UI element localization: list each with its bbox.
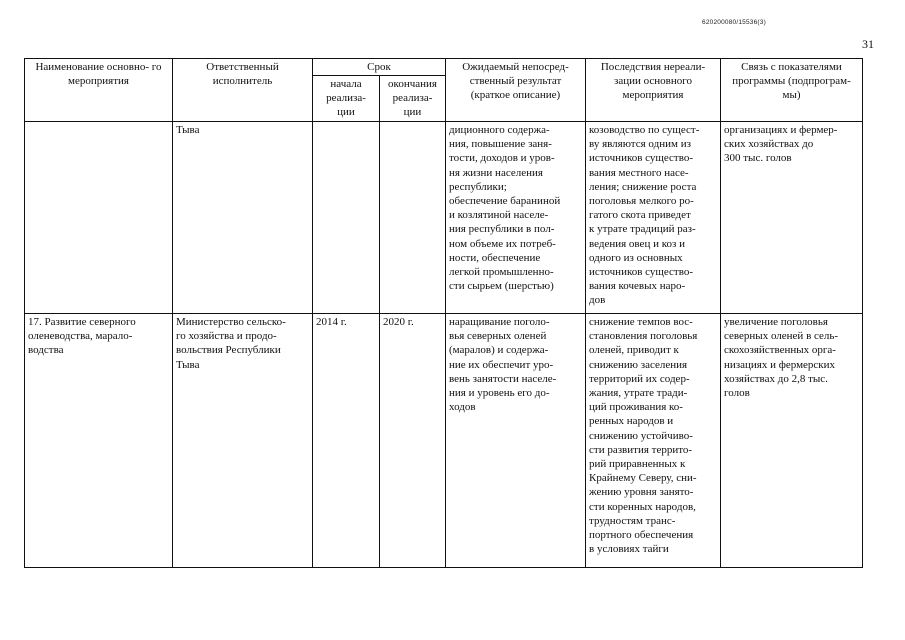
document-id-code: 620200080/15536(3) (702, 19, 766, 26)
cell-consequences: козоводство по сущест- ву являются одним из источников существо- вания местного насе- ления; снижение роста поголовья мелкого ро- гатого скота приведет к утрате традиций раз- ведения овец и коз и одного из основных источников существо- вания кочевых наро- дов (586, 122, 721, 314)
cell-indicators: увеличение поголовья северных оленей в сель- скохозяйственных орга- низациях и фермерских хозяйствах до 2,8 тыс. голов (721, 314, 863, 568)
header-measure-name: Наименование основно- го мероприятия (25, 59, 173, 122)
cell-indicators: организациях и фермер- ских хозяйствах до 300 тыс. голов (721, 122, 863, 314)
header-end: окончания реализа- ции (380, 76, 446, 122)
table-row (25, 122, 863, 314)
table-row (25, 314, 863, 568)
header-term-group: Срок (313, 59, 446, 76)
cell-executor: Министерство сельско- го хозяйства и продо- вольствия Республики Тыва (173, 314, 313, 568)
header-expected-result: Ожидаемый непосред- ственный результат (краткое описание) (446, 59, 586, 122)
cell-executor: Тыва (173, 122, 313, 314)
cell-expected-result: наращивание поголо- вья северных оленей (маралов) и содержа- ние их обеспечит уро- вень занятости населе- ния и уровень его до- ходов (446, 314, 586, 568)
header-consequences: Последствия нереали- зации основного мероприятия (586, 59, 721, 122)
page-number: 31 (862, 37, 874, 51)
cell-start (313, 122, 380, 314)
header-indicators-link: Связь с показателями программы (подпрограм- мы) (721, 59, 863, 122)
header-executor: Ответственный исполнитель (173, 59, 313, 122)
cell-measure-name (25, 122, 173, 314)
cell-measure-name: 17. Развитие северного оленеводства, марало- водства (25, 314, 173, 568)
header-start: начала реализа- ции (313, 76, 380, 122)
cell-expected-result: диционного содержа- ния, повышение заня- тости, доходов и уров- ня жизни населения республики; обеспечение бараниной и козлятиной населе- ния республики в пол- ном объеме их потреб- ности, обеспечение легкой промышленно- сти сырьем (шерстью) (446, 122, 586, 314)
cell-consequences: снижение темпов вос- становления поголовья оленей, приводит к снижению заселения территорий их содер- жания, утрате тради- ций проживания ко- ренных народов и снижению устойчиво- сти развития террито- рий приравненных к Крайнему Северу, сни- жению уровня занято- сти коренных народов, трудностям транс- портного обеспечения в условиях тайги (586, 314, 721, 568)
cell-end (380, 122, 446, 314)
program-measures-table (24, 58, 863, 568)
cell-start: 2014 г. (313, 314, 380, 568)
cell-end: 2020 г. (380, 314, 446, 568)
